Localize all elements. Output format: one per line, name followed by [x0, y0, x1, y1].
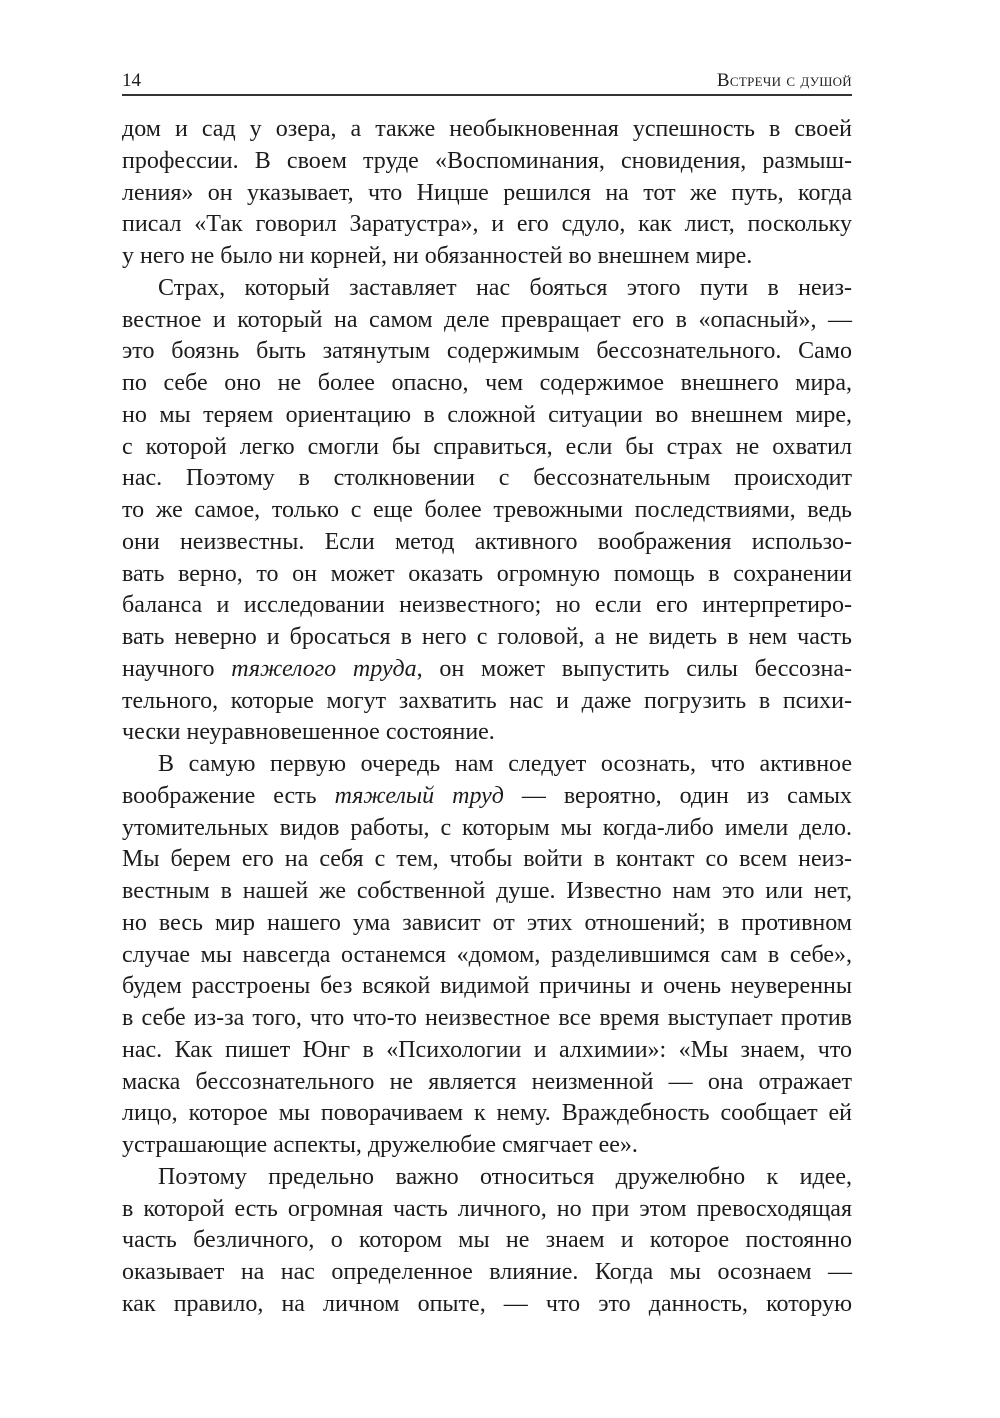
- text-segment: часть безличного, о котором мы не знаем и которое постоянно: [122, 1227, 852, 1254]
- text-segment: устрашающие аспекты, дружелюбие смягчает ее».: [122, 1132, 638, 1158]
- text-line: [122, 178, 852, 210]
- text-segment: по себе оно не более опасно, чем содержимое внешнего мира,: [122, 370, 852, 396]
- text-segment: вестное и который на самом деле превращает его в «опасный», —: [122, 306, 852, 333]
- text-segment: но весь мир нашего ума зависит от этих отношений; в противном: [122, 909, 852, 936]
- text-line: [122, 146, 852, 178]
- text-segment: нас. Поэтому в столкновении с бессознательным происходит: [122, 465, 852, 492]
- text-line: [122, 336, 852, 368]
- text-segment: Поэтому предельно важно относиться дружелюбно к идее,: [158, 1163, 852, 1190]
- text-line: [122, 781, 852, 813]
- text-line: [122, 654, 852, 686]
- text-segment: , он может выпустить силы бессозна-: [416, 655, 853, 682]
- text-segment: ления» он указывает, что Ницше решился на тот же путь, когда: [122, 179, 852, 206]
- text-line: [122, 527, 852, 559]
- text-line: [122, 876, 852, 908]
- text-line: [122, 559, 852, 591]
- page-number: 14: [122, 70, 141, 91]
- text-segment: оказывает на нас определенное влияние. Когда мы осознаем —: [122, 1259, 852, 1285]
- text-segment: дом и сад у озера, а также необыкновенная успешность в своей: [122, 116, 852, 142]
- text-line: [122, 400, 852, 432]
- paragraph: [122, 273, 852, 749]
- text-segment: у него не было ни корней, ни обязанностей во внешнем мире.: [122, 243, 753, 269]
- text-line: [122, 1003, 852, 1035]
- text-segment: в себе из-за того, что что-то неизвестное все время выступает против: [122, 1005, 852, 1031]
- italic-text: тяжелый труд: [334, 782, 504, 809]
- running-title: Встречи с душой: [716, 70, 852, 91]
- paragraph: [122, 1162, 852, 1321]
- text-segment: научного: [122, 655, 232, 682]
- text-line: [122, 844, 852, 876]
- text-segment: тельного, которые могут захватить нас и даже погрузить в психи-: [122, 687, 852, 714]
- text-segment: писал «Так говорил Заратустра», и его сдуло, как лист, поскольку: [122, 211, 852, 238]
- text-segment: вать верно, то он может оказать огромную помощь в сохранении: [122, 560, 852, 587]
- text-line: [122, 114, 852, 146]
- italic-text: тяжелого труда: [231, 655, 417, 682]
- text-line: [122, 749, 852, 781]
- text-line: [122, 1130, 852, 1162]
- text-line: [122, 368, 852, 400]
- text-segment: маска бессознательного не является неизменной — она отражает: [122, 1068, 852, 1095]
- text-segment: они неизвестны. Если метод активного воображения использо-: [122, 528, 852, 555]
- text-segment: баланса и исследовании неизвестного; но если его интерпретиро-: [122, 592, 852, 619]
- text-segment: то же самое, только с еще более тревожными последствиями, ведь: [122, 497, 852, 523]
- text-segment: лицо, которое мы поворачиваем к нему. Враждебность сообщает ей: [122, 1100, 852, 1127]
- text-line: [122, 241, 852, 273]
- text-segment: это боязнь быть затянутым содержимым бессознательного. Само: [122, 338, 852, 365]
- text-line: [122, 1162, 852, 1194]
- text-segment: в которой есть огромная часть личного, но при этом превосходящая: [122, 1195, 852, 1222]
- text-segment: но мы теряем ориентацию в сложной ситуации во внешнем мире,: [122, 401, 852, 428]
- text-segment: вестным в нашей же собственной душе. Известно нам это или нет,: [122, 878, 852, 904]
- paragraph: [122, 114, 852, 273]
- text-line: [122, 940, 852, 972]
- text-segment: чески неуравновешенное состояние.: [122, 719, 495, 746]
- text-segment: профессии. В своем труде «Воспоминания, сновидения, размыш-: [122, 147, 852, 174]
- text-line: [122, 1194, 852, 1226]
- text-segment: как правило, на личном опыте, — что это данность, которую: [122, 1290, 852, 1317]
- text-line: [122, 622, 852, 654]
- text-line: [122, 686, 852, 718]
- text-line: [122, 1257, 852, 1289]
- text-segment: нас. Как пишет Юнг в «Психологии и алхимии»: «Мы знаем, что: [122, 1036, 852, 1063]
- text-segment: Мы берем его на себя с тем, чтобы войти в контакт со всем неиз-: [122, 846, 852, 873]
- text-line: [122, 1289, 852, 1321]
- text-line: [122, 1098, 852, 1130]
- text-segment: — вероятно, один из самых: [503, 782, 853, 809]
- text-line: [122, 305, 852, 337]
- running-header: [122, 66, 852, 96]
- text-line: [122, 908, 852, 940]
- text-line: [122, 971, 852, 1003]
- text-segment: с которой легко смогли бы справиться, если бы страх не охватил: [122, 433, 852, 460]
- text-line: [122, 590, 852, 622]
- page-body-text: [122, 114, 852, 1321]
- text-line: [122, 495, 852, 527]
- text-line: [122, 432, 852, 464]
- text-segment: вать неверно и бросаться в него с головой, а не видеть в нем часть: [122, 624, 852, 650]
- text-line: [122, 1035, 852, 1067]
- text-segment: случае мы навсегда останемся «домом, разделившимся сам в себе»,: [122, 941, 852, 968]
- text-segment: утомительных видов работы, с которым мы когда-либо имели дело.: [122, 814, 852, 841]
- text-segment: будем расстроены без всякой видимой причины и очень неуверенны: [122, 973, 852, 1000]
- text-segment: Страх, который заставляет нас бояться этого пути в неиз-: [158, 274, 852, 301]
- text-line: [122, 463, 852, 495]
- text-line: [122, 1067, 852, 1099]
- text-line: [122, 813, 852, 845]
- text-line: [122, 717, 852, 749]
- text-segment: В самую первую очередь нам следует осознать, что активное: [158, 751, 852, 777]
- text-line: [122, 209, 852, 241]
- text-line: [122, 1225, 852, 1257]
- paragraph: [122, 749, 852, 1162]
- text-segment: воображение есть: [122, 782, 335, 809]
- text-line: [122, 273, 852, 305]
